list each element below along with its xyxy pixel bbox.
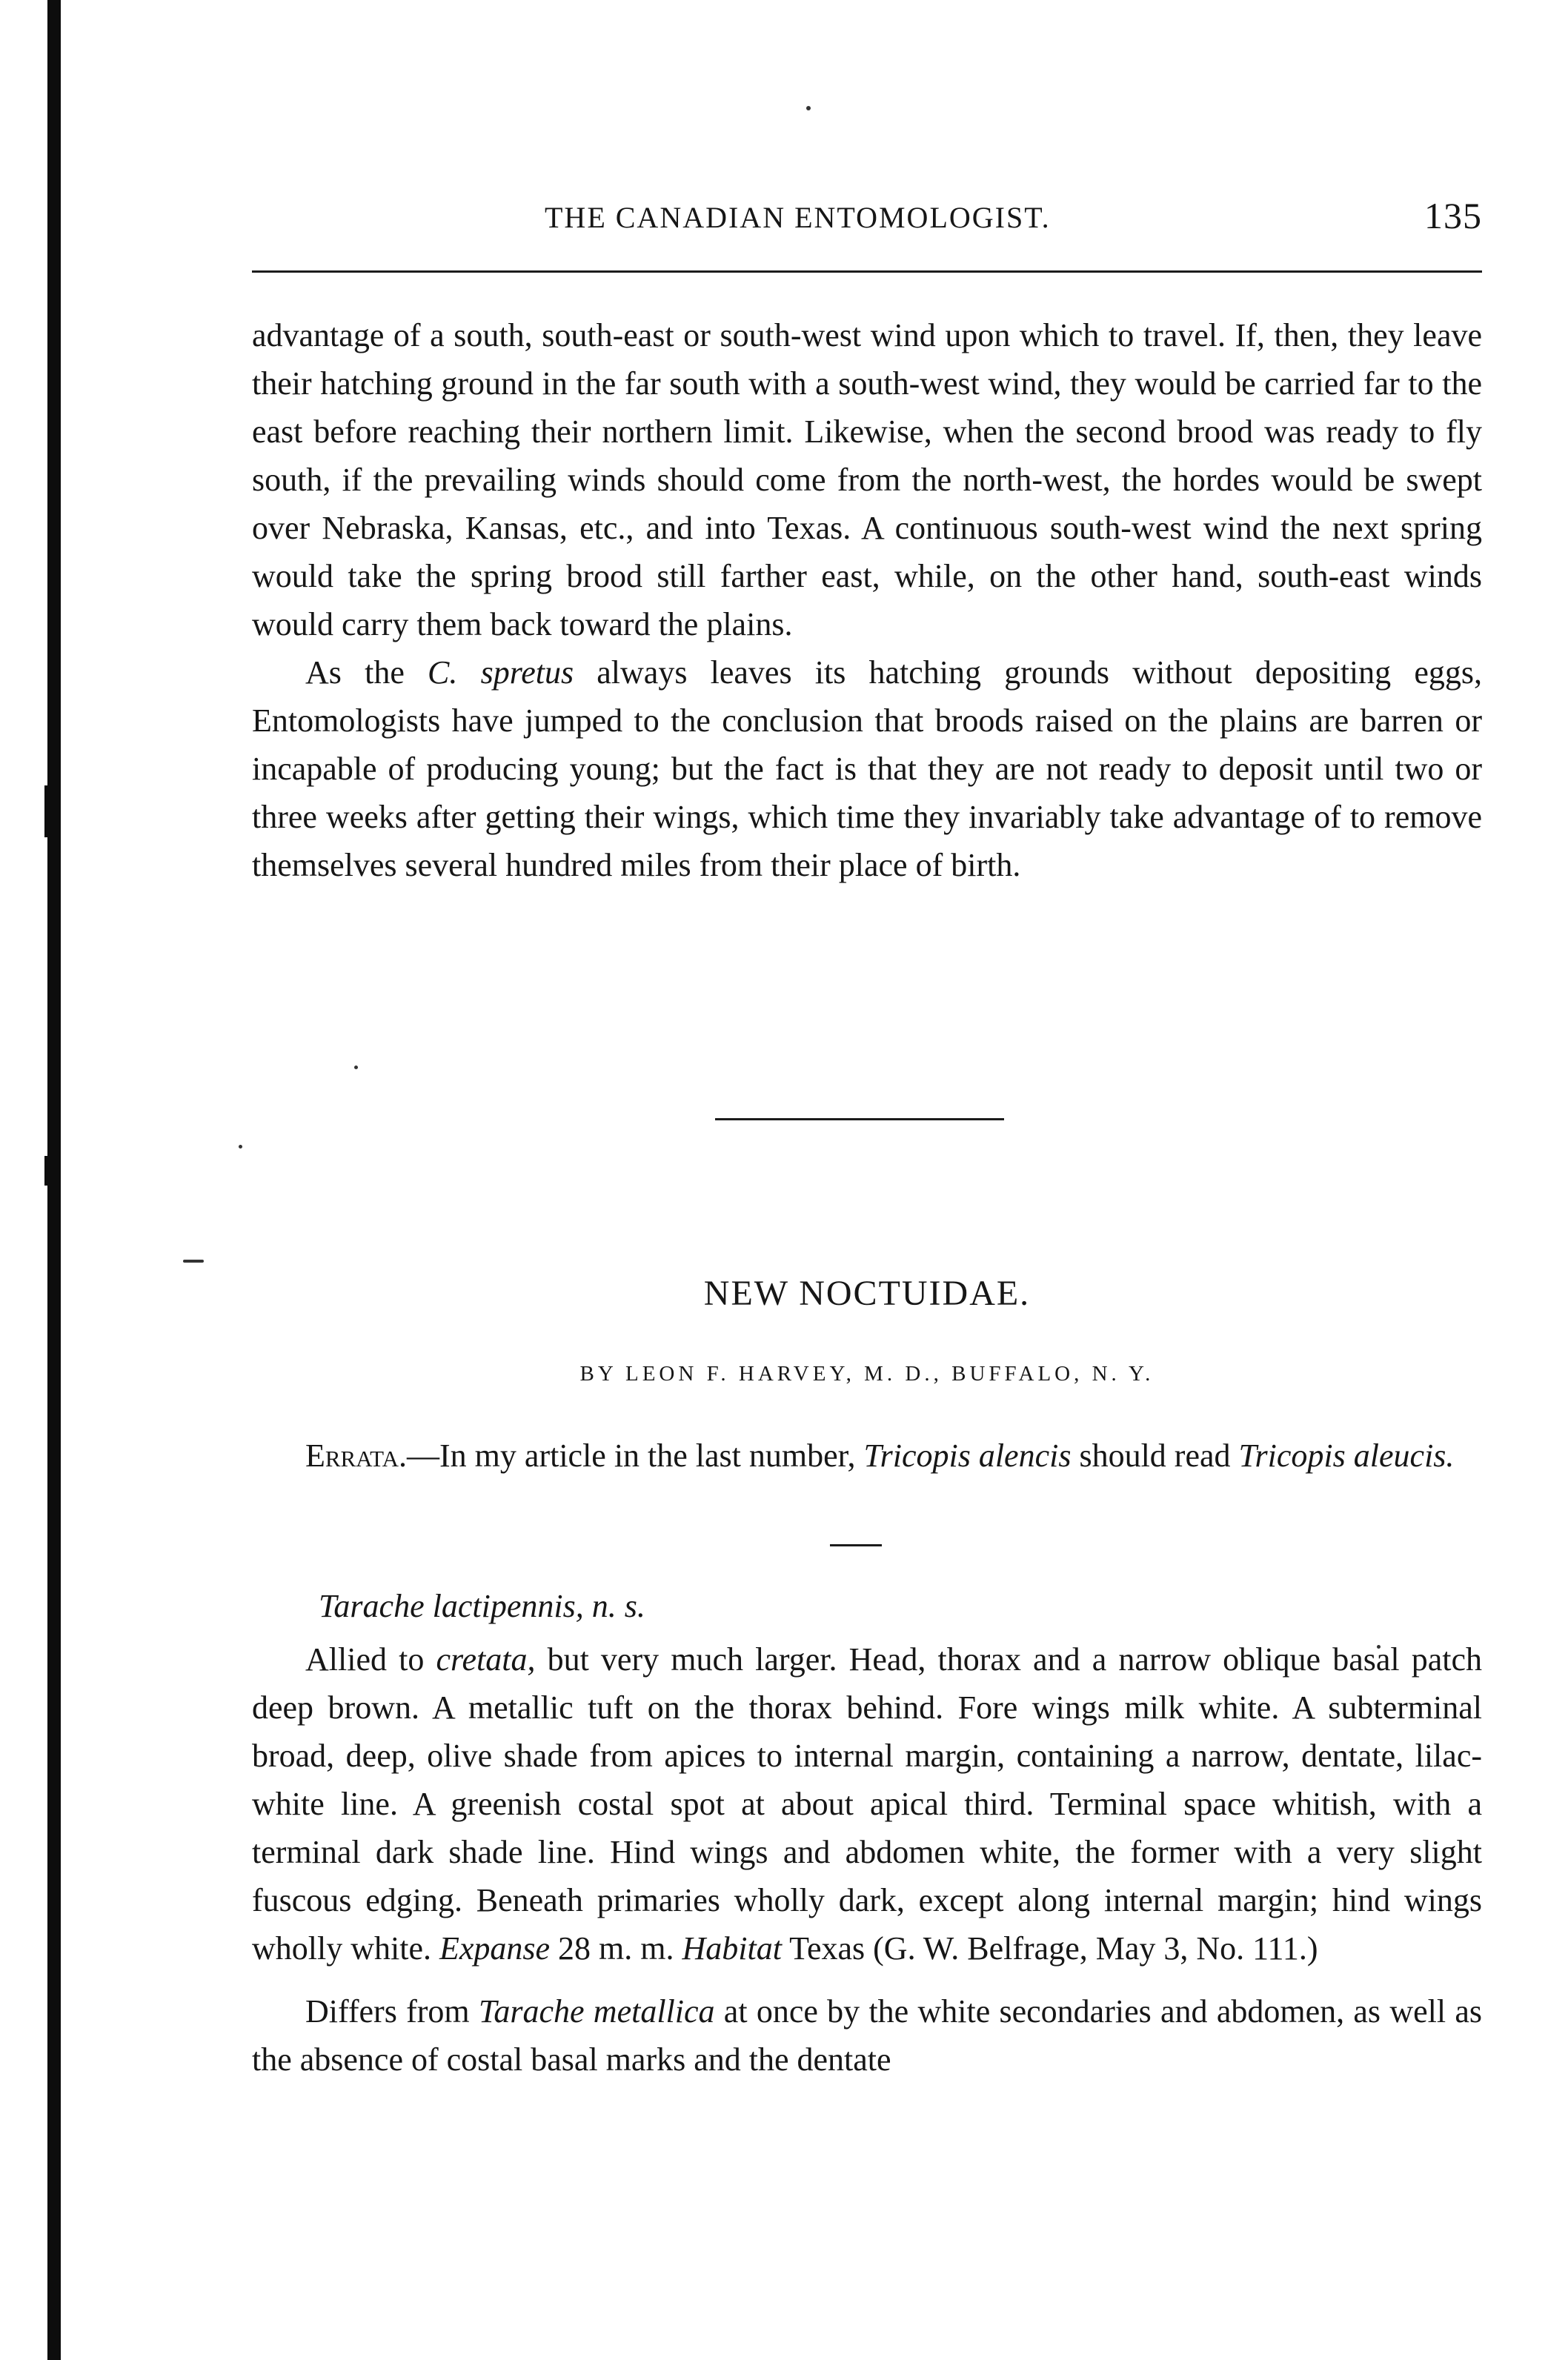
page-content bbox=[252, 194, 1483, 2078]
binding-notch bbox=[44, 1156, 49, 1186]
species-description bbox=[252, 1635, 1482, 2084]
expanse-label: Expanse bbox=[439, 1930, 551, 1967]
habitat-label: Habitat bbox=[682, 1930, 782, 1967]
print-speck bbox=[354, 1066, 358, 1069]
text-run: always leaves its hatching grounds without depositing eggs, Entomologists have jumped to the conclusion that broods raised on the plains are barren or incapable of producing young; but the fact is that they are not ready to deposit until two or three weeks after getting their wings, which time they invariably take advantage of to remove themselves several hundred miles from their place of birth. bbox=[252, 654, 1483, 883]
journal-title: THE CANADIAN ENTOMOLOGIST. bbox=[545, 201, 1051, 234]
species-name: C. spretus bbox=[428, 654, 574, 691]
description-paragraph bbox=[252, 1635, 1482, 1972]
text-run: Differs from bbox=[305, 1993, 479, 2030]
text-run: As the bbox=[305, 654, 428, 691]
text-run: Allied to bbox=[305, 1641, 436, 1678]
article-byline: BY LEON F. HARVEY, M. D., BUFFALO, N. Y. bbox=[579, 1362, 1155, 1386]
species-name: Tricopis alencis bbox=[863, 1437, 1072, 1474]
species-name: Tricopis aleucis. bbox=[1238, 1437, 1455, 1474]
text-run: but very much larger. Head, thorax and a narrow oblique basal patch deep brown. A metallic tuft on the thorax behind. Fore wings milk white. A subterminal broad, deep, olive shade from apices to internal margin, containing a narrow, dentate, lilac-white line. A greenish costal spot at about apical third. Terminal space whitish, with a terminal dark shade line. Hind wings and abdomen white, the former with a very slight fuscous edging. Beneath primaries wholly dark, except along internal margin; hind wings wholly white. bbox=[252, 1641, 1483, 1967]
header-rule bbox=[252, 270, 1482, 273]
paragraph-spretus bbox=[252, 648, 1482, 889]
species-name: cretata, bbox=[436, 1641, 536, 1678]
print-speck bbox=[183, 1260, 204, 1263]
print-speck bbox=[806, 106, 811, 110]
differs-paragraph bbox=[252, 1987, 1482, 2084]
errata-label: Errata. bbox=[305, 1437, 408, 1474]
text-run: should read bbox=[1071, 1437, 1239, 1474]
errata-note bbox=[252, 1432, 1482, 1480]
print-speck bbox=[239, 1145, 242, 1149]
binding-notch bbox=[44, 785, 49, 837]
text-run: —In my article in the last number, bbox=[407, 1437, 864, 1474]
short-divider bbox=[830, 1544, 882, 1546]
article-title: NEW NOCTUIDAE. bbox=[703, 1274, 1031, 1313]
running-head bbox=[252, 194, 1482, 246]
page-number: 135 bbox=[1424, 195, 1482, 236]
paragraph-continuation: advantage of a south, south-east or south-west wind upon which to travel. If, then, they leave their hatching ground in the far south with a south-west wind, they would be carried far to the east before reaching their northern limit. Likewise, when the second brood was ready to fly south, if the prevailing winds should come from the north-west, the hordes would be swept over Nebraska, Kansas, etc., and into Texas. A continuous south-west wind the next spring would take the spring brood still farther east, while, on the other hand, south-east winds would carry them back toward the plains. bbox=[252, 317, 1482, 642]
section-divider bbox=[715, 1118, 1004, 1120]
text-run: Texas (G. W. Belfrage, May 3, No. 111.) bbox=[781, 1930, 1318, 1967]
continued-text bbox=[252, 311, 1482, 889]
species-name: Tarache metallica bbox=[478, 1993, 715, 2030]
book-binding-edge bbox=[47, 0, 61, 2360]
text-run: 28 m. m. bbox=[550, 1930, 682, 1967]
text-run: at once by the white secondaries and abdomen, as well as the absence of costal basal marks and the dentate bbox=[252, 1993, 1482, 2078]
species-heading: Tarache lactipennis, n. s. bbox=[319, 1588, 645, 1624]
errata-paragraph bbox=[252, 1432, 1482, 1480]
